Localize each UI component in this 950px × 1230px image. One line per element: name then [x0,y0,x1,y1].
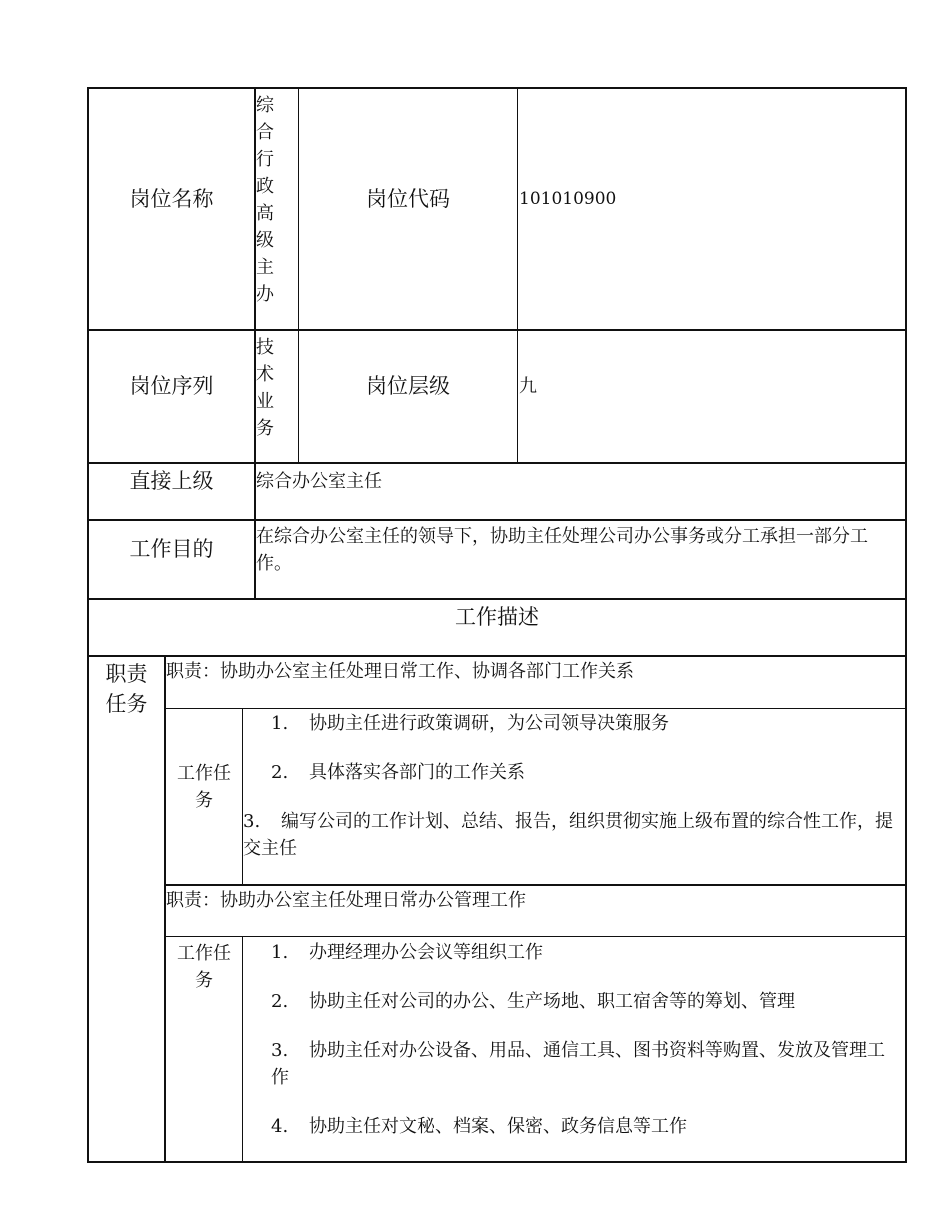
post-name-value [256,92,276,308]
purpose-value: 在综合办公室主任的领导下，协助主任处理公司办公事务或分工承担一部分工作。 [256,526,868,574]
level-label: 岗位层级 [366,374,450,398]
sequence-label: 岗位序列 [129,374,214,398]
task-text: 协助主任对文秘、档案、保密、政务信息等工作 [309,1116,687,1137]
post-name-value-text: 综合行政高级主办 [256,95,274,305]
task-text: 具体落实各部门的工作关系 [309,762,525,783]
duty-2-task-4 [271,1113,687,1140]
duty-2-task-3 [271,1037,893,1091]
task-number: 1. [271,942,289,963]
table-border [164,936,907,937]
duty-2-task-label-2: 务 [195,970,213,991]
table-border [242,936,243,1162]
duty-2-task-2 [271,988,795,1015]
duty-1-task-label-2: 务 [195,790,213,811]
task-text: 办理经理办公会议等组织工作 [309,942,543,963]
table-border [87,329,907,331]
purpose-label: 工作目的 [129,537,214,561]
supervisor-value: 综合办公室主任 [256,471,382,492]
duty-task-side-label-2: 任务 [105,692,148,716]
task-text: 编写公司的工作计划、总结、报告，组织贯彻实施上级布置的综合性工作，提交主任 [243,811,893,859]
table-border [517,87,518,464]
duty-1-title: 职责：协助办公室主任处理日常工作、协调各部门工作关系 [166,661,634,682]
duty-2-task-label-1: 工作任 [177,943,231,964]
post-name-label: 岗位名称 [129,187,214,211]
task-number: 1. [271,713,289,734]
table-border [87,519,907,521]
duty-1-task-2 [271,759,525,786]
duty-task-side-label-1: 职责 [105,662,148,686]
table-border [87,598,907,600]
task-text: 协助主任进行政策调研，为公司领导决策服务 [309,713,669,734]
post-code-label: 岗位代码 [366,187,450,211]
duty-2-title: 职责：协助办公室主任处理日常办公管理工作 [166,890,526,911]
duty-1-task-3 [243,808,893,862]
task-number: 2. [271,991,289,1012]
task-number: 3. [271,1040,289,1061]
task-text: 协助主任对公司的办公、生产场地、职工宿舍等的筹划、管理 [309,991,795,1012]
table-border [87,462,907,464]
task-number: 2. [271,762,289,783]
table-border [164,884,907,886]
post-code-value: 101010900 [519,189,617,209]
duty-1-task-1 [271,710,669,737]
level-value: 九 [519,376,537,397]
table-border [905,87,907,1163]
sequence-value [256,334,276,442]
duty-2-task-1 [271,939,543,966]
table-border [164,708,907,709]
sequence-value-text: 技术业务 [256,337,274,439]
task-number: 3. [243,811,261,832]
table-border [87,1161,907,1163]
task-text: 协助主任对办公设备、用品、通信工具、图书资料等购置、发放及管理工作 [271,1040,885,1088]
supervisor-label: 直接上级 [129,469,214,493]
duty-1-task-label-1: 工作任 [177,763,231,784]
task-number: 4. [271,1116,289,1137]
table-border [298,87,299,464]
table-border [87,87,907,89]
table-border [87,655,907,657]
description-title: 工作描述 [455,605,539,629]
